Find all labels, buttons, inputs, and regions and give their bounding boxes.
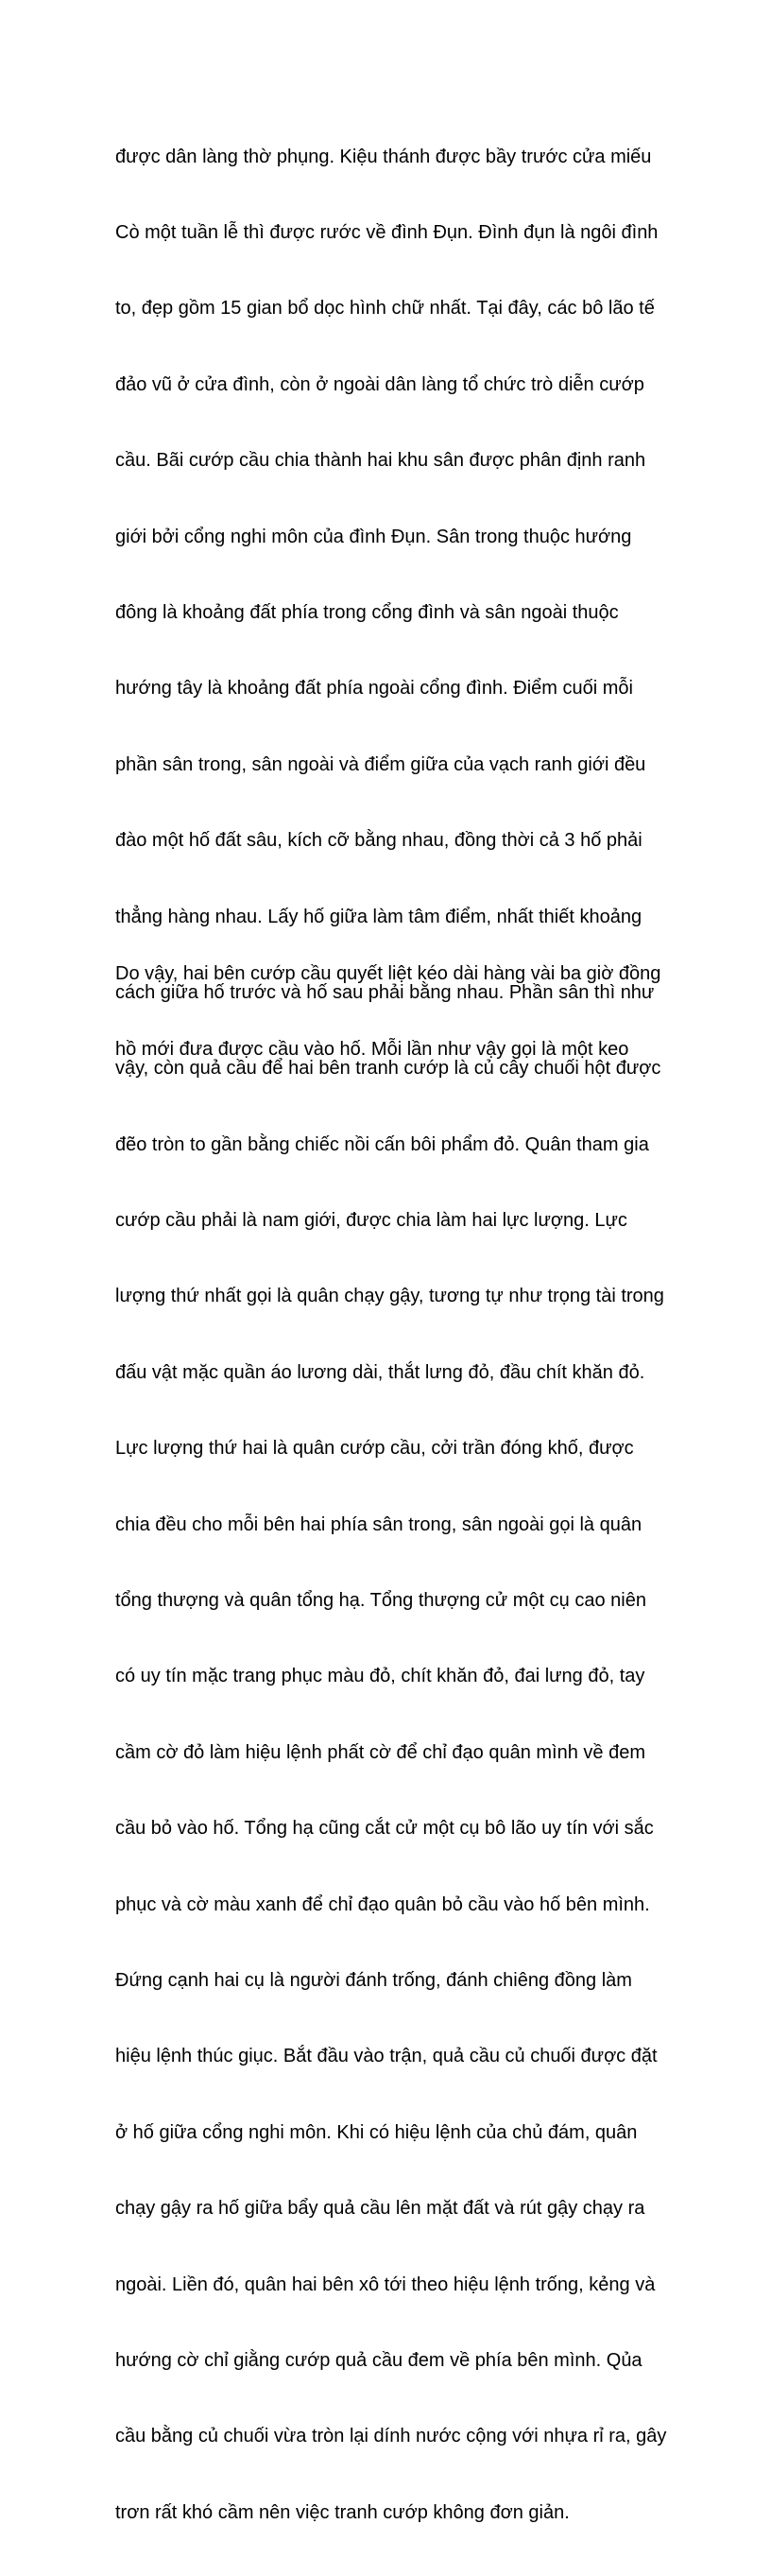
text-line: Đứng cạnh hai cụ là người đánh trống, đánh chiêng đồng làm xyxy=(115,1969,632,1991)
text-line: hướng cờ chỉ giằng cướp quả cầu đem về phía bên mình. Qủa xyxy=(115,2349,642,2371)
text-line: lượng thứ nhất gọi là quân chạy gậy, tương tự như trọng tài trong xyxy=(115,1286,664,1307)
text-line: Cò một tuần lễ thì được rước về đình Đụn. Đình đụn là ngôi đình xyxy=(115,221,659,243)
text-line: cầu bằng củ chuối vừa tròn lại dính nước cộng với nhựa rỉ ra, gây xyxy=(115,2426,667,2447)
text-line: đông là khoảng đất phía trong cổng đình và sân ngoài thuộc xyxy=(115,601,619,623)
text-line: chia đều cho mỗi bên hai phía sân trong, sân ngoài gọi là quân xyxy=(115,1513,642,1535)
text-line: đẽo tròn to gần bằng chiếc nồi cấn bôi phẩm đỏ. Quân tham gia xyxy=(115,1133,649,1155)
text-line: Lực lượng thứ hai là quân cướp cầu, cởi trần đóng khố, được xyxy=(115,1438,634,1460)
text-line: ngoài. Liền đó, quân hai bên xô tới theo hiệu lệnh trống, kẻng và xyxy=(115,2273,656,2295)
paragraph-2 xyxy=(115,910,720,1113)
text-line: đảo vũ ở cửa đình, còn ở ngoài dân làng tổ chức trò diễn cướp xyxy=(115,373,644,395)
text-line: trơn rất khó cầm nên việc tranh cướp không đơn giản. xyxy=(115,2501,570,2523)
text-line: đào một hố đất sâu, kích cỡ bằng nhau, đồng thời cả 3 hố phải xyxy=(115,830,642,852)
text-line: hồ mới đưa được cầu vào hố. Mỗi lần như vậy gọi là một keo xyxy=(115,1038,629,1060)
text-line: đấu vật mặc quần áo lương dài, thắt lưng đỏ, đầu chít khăn đỏ. xyxy=(115,1361,645,1383)
text-line: cướp cầu phải là nam giới, được chia làm hai lực lượng. Lực xyxy=(115,1210,627,1232)
text-line: có uy tín mặc trang phục màu đỏ, chít khăn đỏ, đai lưng đỏ, tay xyxy=(115,1666,645,1687)
text-line: giới bởi cổng nghi môn của đình Đụn. Sân trong thuộc hướng xyxy=(115,526,632,547)
text-line: Do vậy, hai bên cướp cầu quyết liệt kéo dài hàng vài ba giờ đồng xyxy=(115,962,661,984)
paragraph-1 xyxy=(115,94,720,2576)
text-line: cách giữa hố trước và hố sau phải bằng nhau. Phần sân thì như xyxy=(115,981,655,1003)
text-line: vậy, còn quả cầu để hai bên tranh cướp là củ cây chuối hột được xyxy=(115,1058,661,1080)
text-line: hướng tây là khoảng đất phía ngoài cổng đình. Điểm cuối mỗi xyxy=(115,678,633,700)
text-line: chạy gậy ra hố giữa bẩy quả cầu lên mặt đất và rút gậy chạy ra xyxy=(115,2198,645,2220)
text-line: phục và cờ màu xanh để chỉ đạo quân bỏ cầu vào hố bên mình. xyxy=(115,1893,650,1915)
text-line: phần sân trong, sân ngoài và điểm giữa của vạch ranh giới đều xyxy=(115,753,646,775)
text-line: cầm cờ đỏ làm hiệu lệnh phất cờ để chỉ đạo quân mình về đem xyxy=(115,1741,645,1763)
text-line: cầu bỏ vào hố. Tổng hạ cũng cắt cử một cụ bô lão uy tín với sắc xyxy=(115,1818,654,1840)
text-line: tổng thượng và quân tổng hạ. Tổng thượng cử một cụ cao niên xyxy=(115,1590,646,1612)
text-line: hiệu lệnh thúc giục. Bắt đầu vào trận, quả cầu củ chuối được đặt xyxy=(115,2046,658,2067)
text-line: to, đẹp gồm 15 gian bổ dọc hình chữ nhất. Tại đây, các bô lão tế xyxy=(115,298,655,320)
text-line: cầu. Bãi cướp cầu chia thành hai khu sân được phân định ranh xyxy=(115,450,646,472)
text-line: được dân làng thờ phụng. Kiệu thánh được bầy trước cửa miếu xyxy=(115,146,652,167)
text-line: thẳng hàng nhau. Lấy hố giữa làm tâm điểm, nhất thiết khoảng xyxy=(115,906,642,927)
text-line: ở hố giữa cổng nghi môn. Khi có hiệu lệnh của chủ đám, quân xyxy=(115,2121,638,2143)
